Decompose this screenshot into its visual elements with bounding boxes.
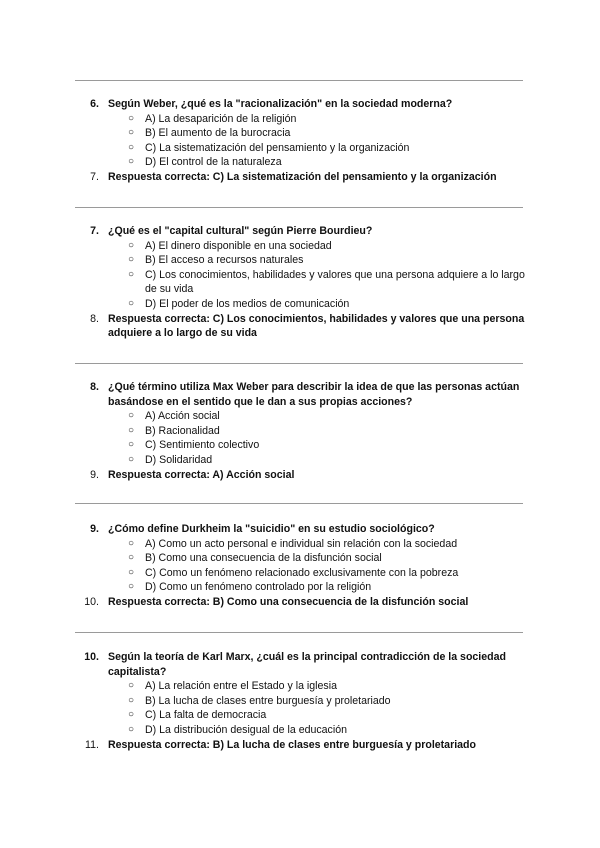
correct-answer <box>75 312 525 341</box>
hollow-bullet-icon: ○ <box>128 709 135 721</box>
option: ○ D) Como un fenómeno controlado por la religión <box>128 581 372 594</box>
option: ○ B) El aumento de la burocracia <box>128 127 291 140</box>
option: ○ A) La relación entre el Estado y la iglesia <box>128 680 337 693</box>
question <box>75 522 525 537</box>
correct-answer <box>75 468 525 483</box>
answer-text: Respuesta correcta: A) Acción social <box>108 468 295 481</box>
option: ○ D) La distribución desigual de la educación <box>128 723 347 736</box>
question-block-8 <box>75 380 525 482</box>
option: ○ B) Racionalidad <box>128 424 220 437</box>
hollow-bullet-icon: ○ <box>128 112 135 124</box>
question-number: 10. <box>84 651 99 663</box>
option: ○ D) Solidaridad <box>128 453 213 466</box>
question-text: ¿Qué es el "capital cultural" según Pierre Bourdieu? <box>108 225 373 237</box>
question <box>75 380 525 409</box>
question-text: Según la teoría de Karl Marx, ¿cuál es la principal contradicción de la sociedad capitalista? <box>108 651 506 678</box>
hollow-bullet-icon: ○ <box>128 723 135 735</box>
question <box>75 97 525 112</box>
question-block-6 <box>75 97 525 185</box>
option: ○ D) El poder de los medios de comunicación <box>128 297 350 310</box>
hollow-bullet-icon: ○ <box>128 239 135 251</box>
question-text: ¿Qué término utiliza Max Weber para describir la idea de que las personas actúan basándose en el sentido que le dan a sus propias acciones? <box>108 381 520 408</box>
correct-answer <box>75 595 525 610</box>
option: ○ A) La desaparición de la religión <box>128 112 297 125</box>
horizontal-rule <box>75 632 523 633</box>
hollow-bullet-icon: ○ <box>128 254 135 266</box>
option: ○ A) El dinero disponible en una sociedad <box>128 239 332 252</box>
hollow-bullet-icon: ○ <box>128 680 135 692</box>
question-text: ¿Cómo define Durkheim la "suicidio" en su estudio sociológico? <box>108 523 435 535</box>
question-number: 9. <box>90 523 99 535</box>
horizontal-rule <box>75 207 523 208</box>
hollow-bullet-icon: ○ <box>128 156 135 168</box>
option: ○ C) Como un fenómeno relacionado exclusivamente con la pobreza <box>128 566 459 579</box>
hollow-bullet-icon: ○ <box>128 453 135 465</box>
answer-number: 7. <box>90 170 99 183</box>
hollow-bullet-icon: ○ <box>128 581 135 593</box>
correct-answer <box>75 738 525 753</box>
answer-text: Respuesta correcta: C) Los conocimientos, habilidades y valores que una persona adquiere a lo largo de su vida <box>108 312 525 340</box>
question-number: 7. <box>90 225 99 237</box>
question-block-7 <box>75 224 525 341</box>
option: ○ A) Acción social <box>128 410 220 423</box>
answer-text: Respuesta correcta: B) La lucha de clases entre burguesía y proletariado <box>108 738 476 751</box>
hollow-bullet-icon: ○ <box>128 141 135 153</box>
option: ○ B) La lucha de clases entre burguesía y proletariado <box>128 694 391 707</box>
question-number: 6. <box>90 98 99 110</box>
question-number: 8. <box>90 381 99 393</box>
hollow-bullet-icon: ○ <box>128 537 135 549</box>
option: ○ B) Como una consecuencia de la disfunción social <box>128 552 382 565</box>
option: ○ B) El acceso a recursos naturales <box>128 254 304 267</box>
correct-answer <box>75 170 525 185</box>
answer-text: Respuesta correcta: B) Como una consecuencia de la disfunción social <box>108 595 469 608</box>
hollow-bullet-icon: ○ <box>128 268 135 280</box>
hollow-bullet-icon: ○ <box>128 127 135 139</box>
answer-text: Respuesta correcta: C) La sistematización del pensamiento y la organización <box>108 170 497 183</box>
hollow-bullet-icon: ○ <box>128 552 135 564</box>
option: ○ A) Como un acto personal e individual sin relación con la sociedad <box>128 537 458 550</box>
hollow-bullet-icon: ○ <box>128 439 135 451</box>
hollow-bullet-icon: ○ <box>128 424 135 436</box>
horizontal-rule <box>75 80 523 81</box>
answer-number: 9. <box>90 468 99 481</box>
answer-number: 8. <box>90 312 99 325</box>
option: ○ C) Los conocimientos, habilidades y valores que una persona adquiere a lo largo de su vida <box>128 268 525 296</box>
question-block-10 <box>75 650 525 752</box>
question <box>75 650 525 679</box>
option: ○ C) La sistematización del pensamiento y la organización <box>128 141 410 154</box>
question <box>75 224 525 239</box>
hollow-bullet-icon: ○ <box>128 410 135 422</box>
hollow-bullet-icon: ○ <box>128 297 135 309</box>
option: ○ C) Sentimiento colectivo <box>128 439 260 452</box>
horizontal-rule <box>75 503 523 504</box>
option: ○ D) El control de la naturaleza <box>128 156 282 169</box>
question-text: Según Weber, ¿qué es la "racionalización" en la sociedad moderna? <box>108 98 453 110</box>
question-block-9 <box>75 522 525 610</box>
option: ○ C) La falta de democracia <box>128 709 267 722</box>
answer-number: 10. <box>84 595 99 608</box>
horizontal-rule <box>75 363 523 364</box>
hollow-bullet-icon: ○ <box>128 694 135 706</box>
hollow-bullet-icon: ○ <box>128 566 135 578</box>
answer-number: 11. <box>85 738 99 751</box>
